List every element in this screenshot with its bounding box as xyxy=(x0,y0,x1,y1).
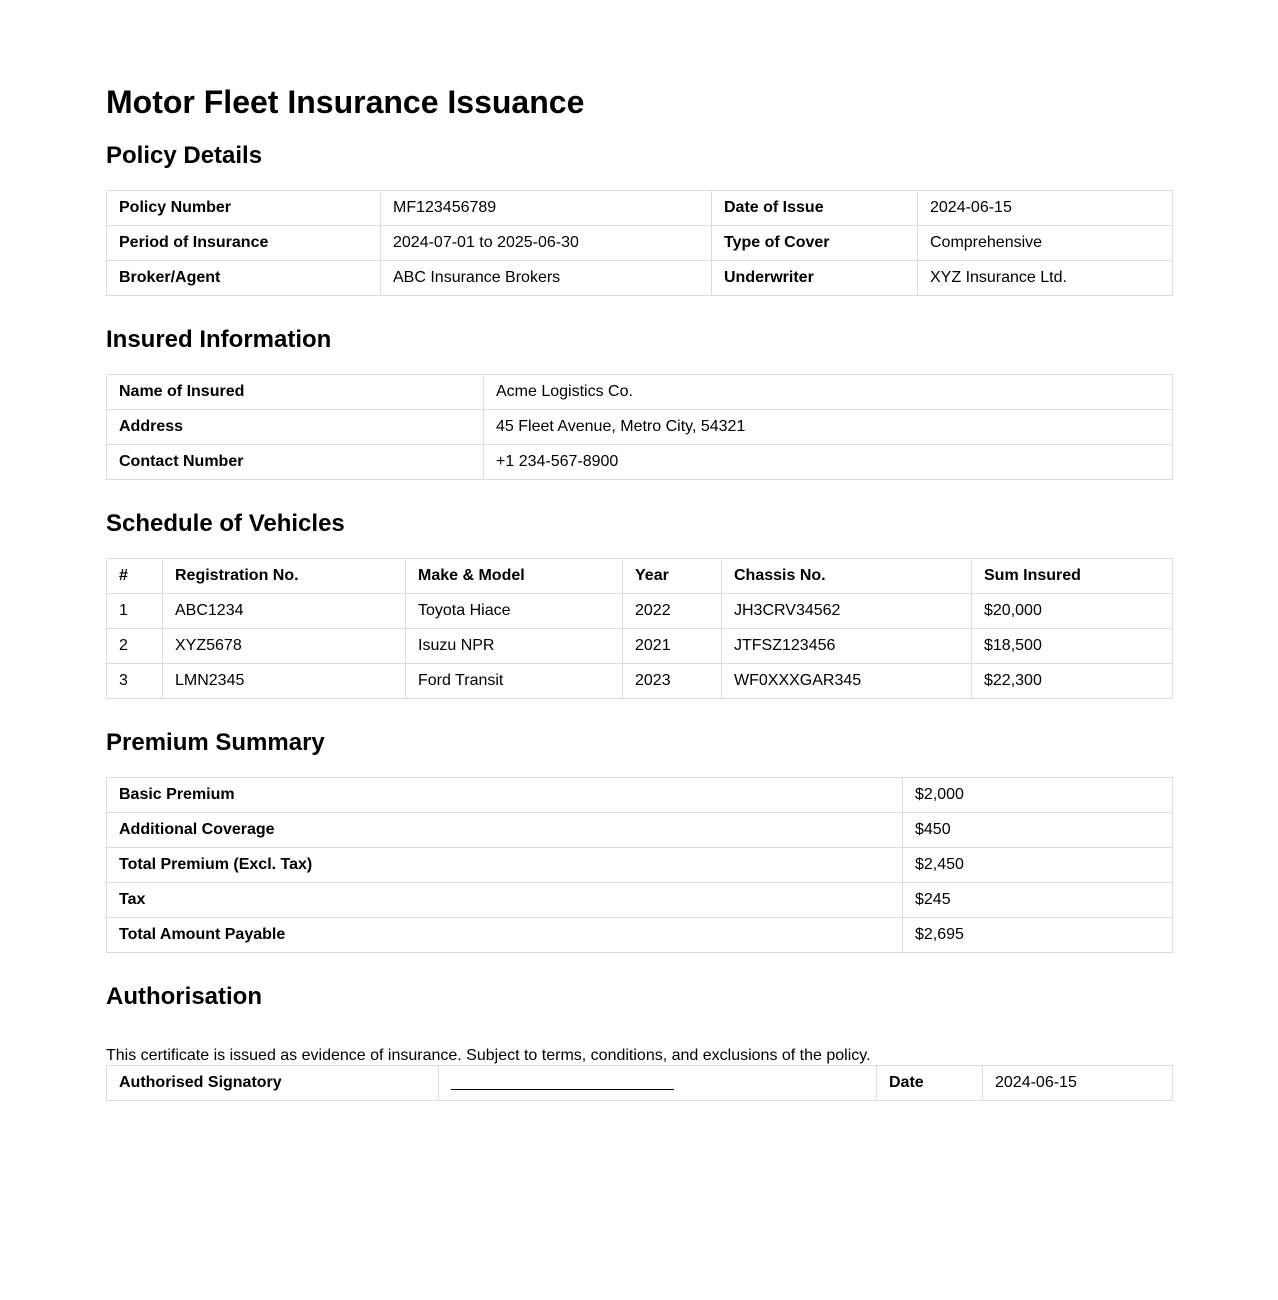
table-header-row xyxy=(107,559,1173,594)
table-row xyxy=(107,410,1173,445)
basic-premium-value: $2,000 xyxy=(903,778,1173,813)
column-header-year: Year xyxy=(623,559,722,594)
tax-value: $245 xyxy=(903,883,1173,918)
contact-number-label: Contact Number xyxy=(107,445,484,480)
table-row xyxy=(107,664,1173,699)
address-value: 45 Fleet Avenue, Metro City, 54321 xyxy=(484,410,1173,445)
name-of-insured-value: Acme Logistics Co. xyxy=(484,375,1173,410)
total-amount-payable-value: $2,695 xyxy=(903,918,1173,953)
table-row xyxy=(107,629,1173,664)
vehicles-table xyxy=(106,558,1173,699)
additional-coverage-value: $450 xyxy=(903,813,1173,848)
type-of-cover-value: Comprehensive xyxy=(918,226,1173,261)
contact-number-value: +1 234-567-8900 xyxy=(484,445,1173,480)
vehicle-sum-insured: $22,300 xyxy=(972,664,1173,699)
name-of-insured-label: Name of Insured xyxy=(107,375,484,410)
date-of-issue-label: Date of Issue xyxy=(712,191,918,226)
vehicle-registration: LMN2345 xyxy=(163,664,406,699)
underwriter-value: XYZ Insurance Ltd. xyxy=(918,261,1173,296)
authorisation-date-value: 2024-06-15 xyxy=(983,1066,1173,1101)
column-header-sum-insured: Sum Insured xyxy=(972,559,1173,594)
vehicle-number: 2 xyxy=(107,629,163,664)
broker-agent-label: Broker/Agent xyxy=(107,261,381,296)
vehicle-chassis: WF0XXXGAR345 xyxy=(722,664,972,699)
premium-summary-heading: Premium Summary xyxy=(106,729,325,756)
vehicle-sum-insured: $20,000 xyxy=(972,594,1173,629)
vehicle-year: 2022 xyxy=(623,594,722,629)
policy-number-value: MF123456789 xyxy=(381,191,712,226)
policy-number-label: Policy Number xyxy=(107,191,381,226)
signature-field xyxy=(439,1066,877,1101)
premium-summary-table xyxy=(106,777,1173,953)
vehicle-chassis: JH3CRV34562 xyxy=(722,594,972,629)
type-of-cover-label: Type of Cover xyxy=(712,226,918,261)
schedule-of-vehicles-heading: Schedule of Vehicles xyxy=(106,510,345,537)
period-of-insurance-label: Period of Insurance xyxy=(107,226,381,261)
signature-line xyxy=(451,1089,674,1090)
column-header-chassis: Chassis No. xyxy=(722,559,972,594)
total-premium-label: Total Premium (Excl. Tax) xyxy=(107,848,903,883)
column-header-make-model: Make & Model xyxy=(406,559,623,594)
authorisation-table xyxy=(106,1065,1173,1101)
period-of-insurance-value: 2024-07-01 to 2025-06-30 xyxy=(381,226,712,261)
underwriter-label: Underwriter xyxy=(712,261,918,296)
vehicle-number: 3 xyxy=(107,664,163,699)
column-header-number: # xyxy=(107,559,163,594)
table-row xyxy=(107,778,1173,813)
insured-information-heading: Insured Information xyxy=(106,326,332,353)
table-row xyxy=(107,813,1173,848)
tax-label: Tax xyxy=(107,883,903,918)
authorisation-note: This certificate is issued as evidence of insurance. Subject to terms, conditions, and exclusions of the policy. xyxy=(106,1047,871,1064)
table-row xyxy=(107,261,1173,296)
total-premium-value: $2,450 xyxy=(903,848,1173,883)
table-row xyxy=(107,848,1173,883)
insured-information-table xyxy=(106,374,1173,480)
address-label: Address xyxy=(107,410,484,445)
broker-agent-value: ABC Insurance Brokers xyxy=(381,261,712,296)
column-header-registration: Registration No. xyxy=(163,559,406,594)
table-row xyxy=(107,1066,1173,1101)
table-row xyxy=(107,226,1173,261)
table-row xyxy=(107,191,1173,226)
vehicle-chassis: JTFSZ123456 xyxy=(722,629,972,664)
table-row xyxy=(107,445,1173,480)
table-row xyxy=(107,918,1173,953)
vehicle-number: 1 xyxy=(107,594,163,629)
table-row xyxy=(107,883,1173,918)
authorisation-heading: Authorisation xyxy=(106,983,262,1010)
document-title: Motor Fleet Insurance Issuance xyxy=(106,84,585,120)
table-row xyxy=(107,594,1173,629)
vehicle-make-model: Isuzu NPR xyxy=(406,629,623,664)
vehicle-make-model: Toyota Hiace xyxy=(406,594,623,629)
vehicle-year: 2023 xyxy=(623,664,722,699)
vehicle-make-model: Ford Transit xyxy=(406,664,623,699)
policy-details-heading: Policy Details xyxy=(106,142,263,169)
authorised-signatory-label: Authorised Signatory xyxy=(107,1066,439,1101)
vehicle-sum-insured: $18,500 xyxy=(972,629,1173,664)
total-amount-payable-label: Total Amount Payable xyxy=(107,918,903,953)
date-of-issue-value: 2024-06-15 xyxy=(918,191,1173,226)
vehicle-registration: XYZ5678 xyxy=(163,629,406,664)
additional-coverage-label: Additional Coverage xyxy=(107,813,903,848)
vehicle-year: 2021 xyxy=(623,629,722,664)
authorisation-date-label: Date xyxy=(877,1066,983,1101)
policy-details-table xyxy=(106,190,1173,296)
basic-premium-label: Basic Premium xyxy=(107,778,903,813)
table-row xyxy=(107,375,1173,410)
vehicle-registration: ABC1234 xyxy=(163,594,406,629)
